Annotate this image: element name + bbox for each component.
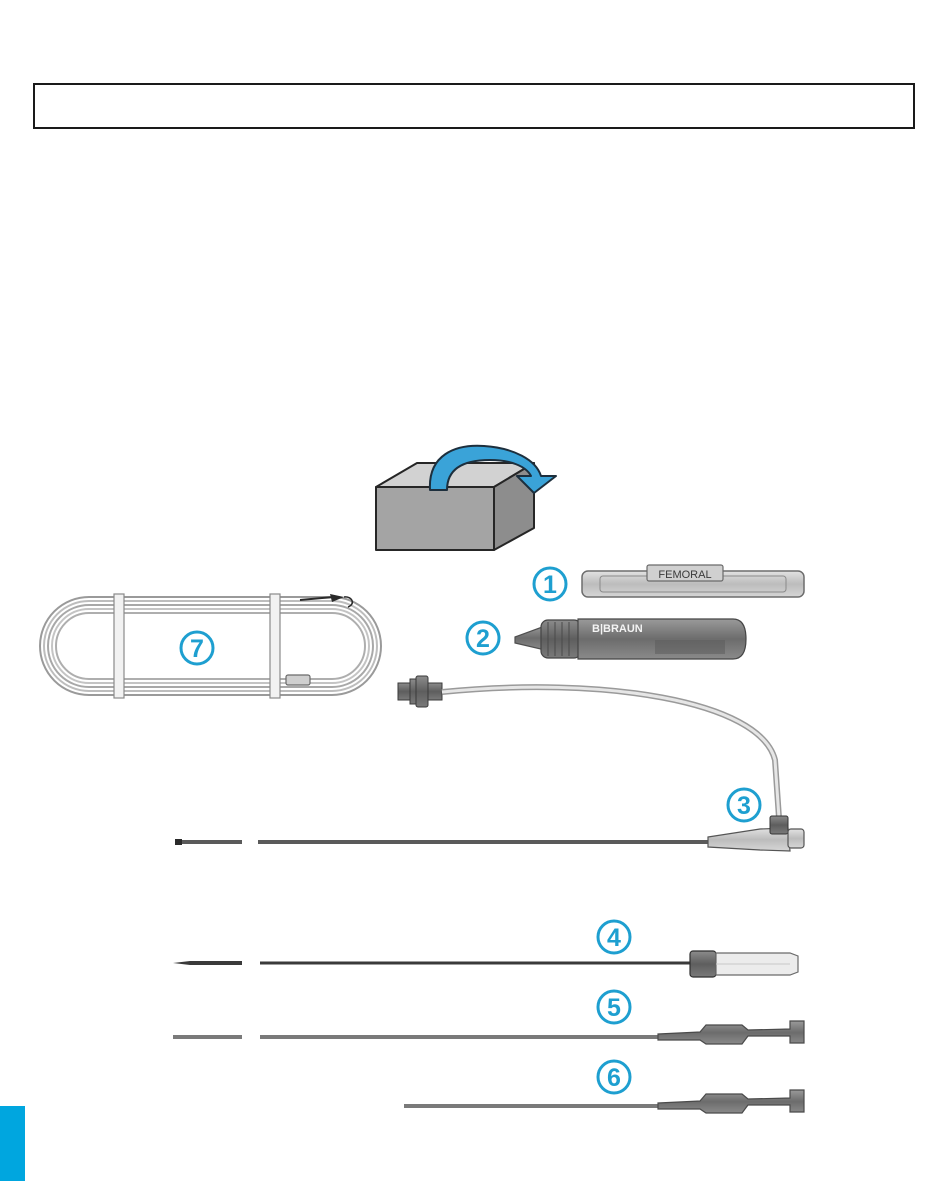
dilator-short-icon [404,1090,804,1113]
callout-3-number: 3 [737,792,751,820]
callout-4-number: 4 [607,924,621,952]
callout-2-number: 2 [476,625,490,653]
sheath-with-extension-tube-icon [175,676,804,851]
page-side-tab [0,1106,25,1181]
femoral-clip-icon [582,565,804,597]
callout-6 [598,1061,630,1093]
box-with-open-arrow-icon [376,446,556,550]
b-braun-label: B|BRAUN [592,623,643,635]
callout-3 [728,789,760,821]
callout-6-number: 6 [607,1064,621,1092]
puncture-needle-icon [173,951,798,977]
callout-2 [467,622,499,654]
callout-4 [598,921,630,953]
callout-7-number: 7 [190,635,204,663]
dilator-long-icon [173,1021,804,1044]
femoral-label: FEMORAL [658,569,712,581]
b-braun-device-icon [515,619,746,659]
callout-5 [598,991,630,1023]
callout-1 [534,568,566,600]
callout-5-number: 5 [607,994,621,1022]
callout-1-number: 1 [543,571,557,599]
callout-7 [181,632,213,664]
